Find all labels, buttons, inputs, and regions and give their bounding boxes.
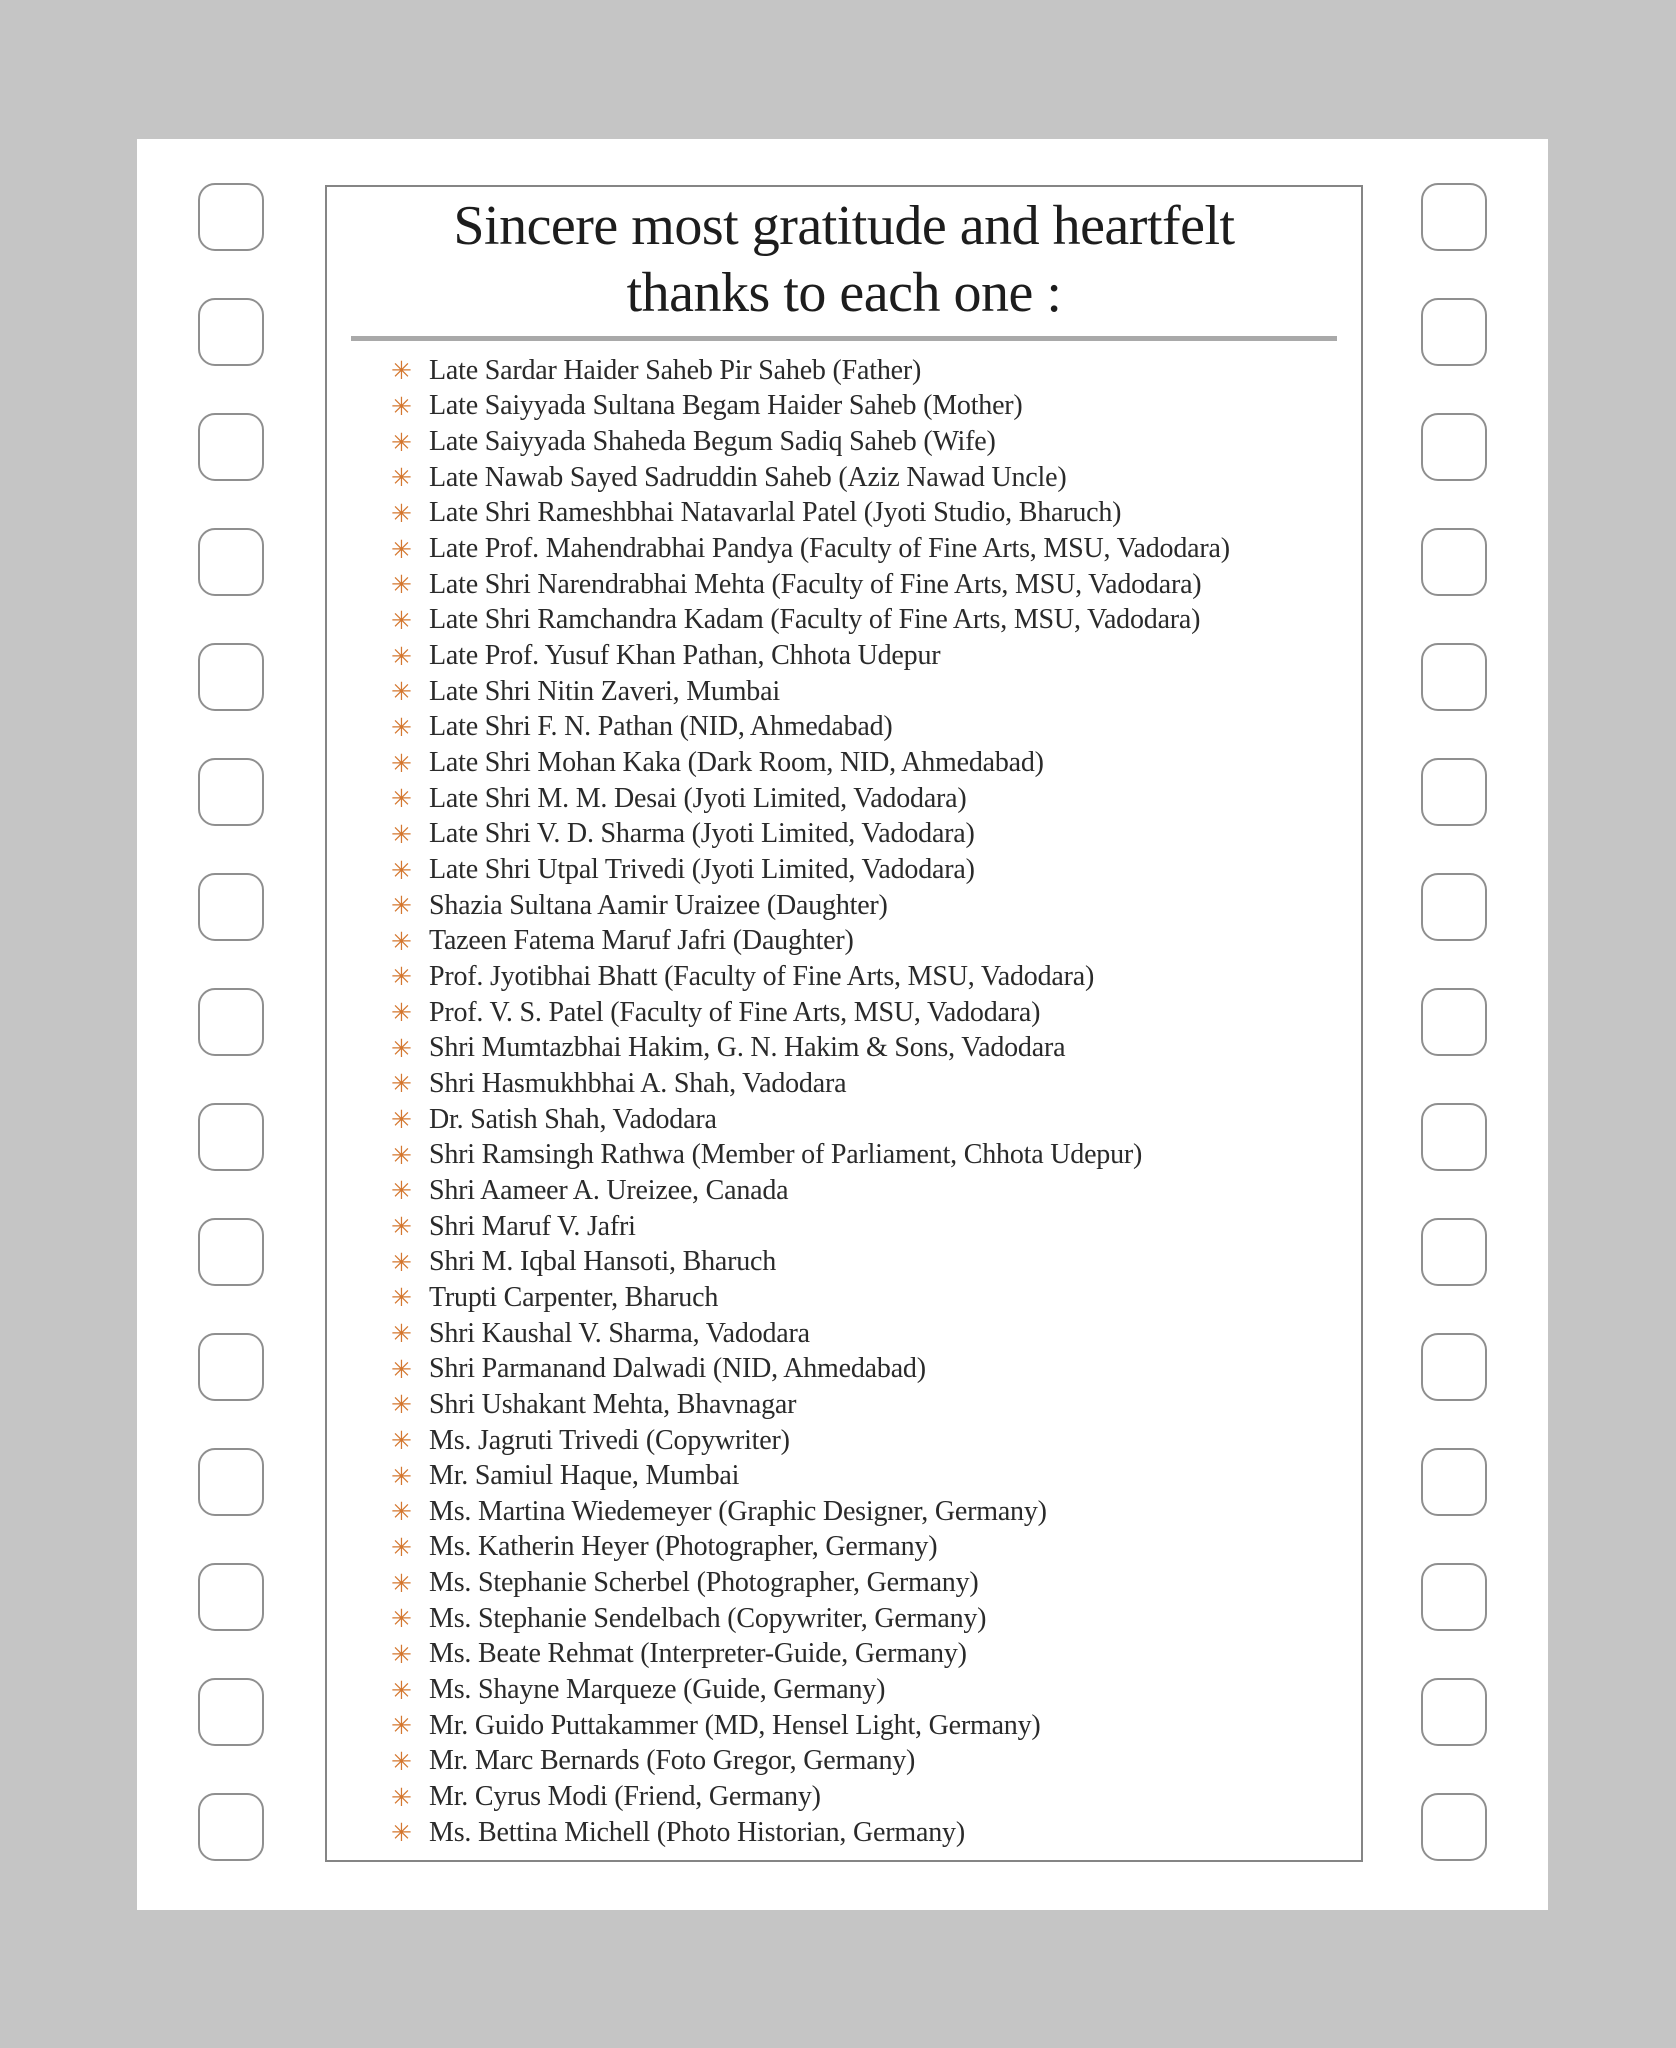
list-item-text: Shazia Sultana Aamir Uraizee (Daughter) <box>429 889 888 921</box>
list-item-text: Ms. Stephanie Scherbel (Photographer, Germany) <box>429 1567 979 1599</box>
list-item <box>391 1601 1361 1637</box>
list-item <box>391 1744 1361 1780</box>
asterisk-bullet-icon: ✳ <box>391 1354 412 1384</box>
acknowledgement-list <box>327 353 1361 1851</box>
asterisk-bullet-icon: ✳ <box>391 1639 412 1669</box>
list-item-text: Shri Parmanand Dalwadi (NID, Ahmedabad) <box>429 1353 926 1385</box>
asterisk-bullet-icon: ✳ <box>391 1711 412 1741</box>
list-item <box>391 638 1361 674</box>
list-item <box>391 817 1361 853</box>
asterisk-bullet-icon: ✳ <box>391 1105 412 1135</box>
list-item-text: Shri Ushakant Mehta, Bhavnagar <box>429 1388 797 1420</box>
list-item-text: Late Saiyyada Sultana Begam Haider Saheb (Mother) <box>429 390 1023 422</box>
page-title <box>327 193 1361 327</box>
asterisk-bullet-icon: ✳ <box>391 1461 412 1491</box>
list-item-text: Prof. V. S. Patel (Faculty of Fine Arts, MSU, Vadodara) <box>429 996 1041 1028</box>
list-item-text: Ms. Martina Wiedemeyer (Graphic Designer, Germany) <box>429 1495 1047 1527</box>
asterisk-bullet-icon: ✳ <box>391 1746 412 1776</box>
list-item <box>391 1708 1361 1744</box>
sprocket-hole <box>1421 758 1487 826</box>
film-holes-left <box>198 183 264 1908</box>
list-item-text: Shri Hasmukhbhai A. Shah, Vadodara <box>429 1067 847 1099</box>
list-item-text: Mr. Marc Bernards (Foto Gregor, Germany) <box>429 1745 916 1777</box>
list-item <box>391 531 1361 567</box>
sprocket-hole <box>198 1563 264 1631</box>
asterisk-bullet-icon: ✳ <box>391 1140 412 1170</box>
list-item <box>391 1209 1361 1245</box>
list-item-text: Late Shri Rameshbhai Natavarlal Patel (Jyoti Studio, Bharuch) <box>429 497 1122 529</box>
list-item-text: Prof. Jyotibhai Bhatt (Faculty of Fine Arts, MSU, Vadodara) <box>429 960 1095 992</box>
list-item <box>391 1351 1361 1387</box>
list-item-text: Shri Mumtazbhai Hakim, G. N. Hakim & Sons, Vadodara <box>429 1032 1066 1064</box>
list-item <box>391 781 1361 817</box>
sprocket-hole <box>1421 1678 1487 1746</box>
list-item <box>391 995 1361 1031</box>
sprocket-hole <box>1421 988 1487 1056</box>
sprocket-hole <box>198 643 264 711</box>
asterisk-bullet-icon: ✳ <box>391 570 412 600</box>
list-item-text: Mr. Cyrus Modi (Friend, Germany) <box>429 1781 821 1813</box>
list-item-text: Late Shri Mohan Kaka (Dark Room, NID, Ahmedabad) <box>429 747 1044 779</box>
asterisk-bullet-icon: ✳ <box>391 962 412 992</box>
list-item-text: Late Saiyyada Shaheda Begum Sadiq Saheb (Wife) <box>429 426 996 458</box>
list-item-text: Late Shri M. M. Desai (Jyoti Limited, Vadodara) <box>429 782 967 814</box>
sprocket-hole <box>1421 873 1487 941</box>
sprocket-hole <box>1421 1333 1487 1401</box>
sprocket-hole <box>198 1103 264 1171</box>
asterisk-bullet-icon: ✳ <box>391 1604 412 1634</box>
list-item-text: Ms. Jagruti Trivedi (Copywriter) <box>429 1424 790 1456</box>
list-item-text: Shri M. Iqbal Hansoti, Bharuch <box>429 1246 777 1278</box>
list-item-text: Ms. Stephanie Sendelbach (Copywriter, Germany) <box>429 1602 987 1634</box>
asterisk-bullet-icon: ✳ <box>391 1033 412 1063</box>
list-item-text: Late Sardar Haider Saheb Pir Saheb (Father) <box>429 354 922 386</box>
page-title-line2: thanks to each one : <box>626 262 1062 324</box>
sprocket-hole <box>1421 1563 1487 1631</box>
sprocket-hole <box>1421 1218 1487 1286</box>
list-item-text: Late Nawab Sayed Sadruddin Saheb (Aziz Nawad Uncle) <box>429 461 1067 493</box>
page-title-line1: Sincere most gratitude and heartfelt <box>453 195 1235 257</box>
list-item <box>391 1137 1361 1173</box>
list-item <box>391 1173 1361 1209</box>
list-item <box>391 496 1361 532</box>
asterisk-bullet-icon: ✳ <box>391 1212 412 1242</box>
sprocket-hole <box>198 873 264 941</box>
sprocket-hole <box>198 758 264 826</box>
list-item-text: Late Shri Nitin Zaveri, Mumbai <box>429 675 780 707</box>
sprocket-hole <box>1421 643 1487 711</box>
sprocket-hole <box>1421 1793 1487 1861</box>
list-item <box>391 1530 1361 1566</box>
list-item-text: Mr. Samiul Haque, Mumbai <box>429 1460 740 1492</box>
list-item-text: Dr. Satish Shah, Vadodara <box>429 1103 717 1135</box>
asterisk-bullet-icon: ✳ <box>391 356 412 386</box>
asterisk-bullet-icon: ✳ <box>391 1782 412 1812</box>
asterisk-bullet-icon: ✳ <box>391 1247 412 1277</box>
list-item <box>391 460 1361 496</box>
list-item <box>391 710 1361 746</box>
list-item <box>391 353 1361 389</box>
list-item <box>391 1494 1361 1530</box>
asterisk-bullet-icon: ✳ <box>391 712 412 742</box>
sprocket-hole <box>1421 1448 1487 1516</box>
asterisk-bullet-icon: ✳ <box>391 855 412 885</box>
list-item <box>391 674 1361 710</box>
list-item-text: Late Prof. Yusuf Khan Pathan, Chhota Udepur <box>429 640 941 672</box>
asterisk-bullet-icon: ✳ <box>391 1319 412 1349</box>
asterisk-bullet-icon: ✳ <box>391 748 412 778</box>
sprocket-hole <box>198 1333 264 1401</box>
sprocket-hole <box>198 183 264 251</box>
list-item-text: Ms. Shayne Marqueze (Guide, Germany) <box>429 1674 886 1706</box>
list-item-text: Ms. Katherin Heyer (Photographer, Germany) <box>429 1531 938 1563</box>
list-item <box>391 603 1361 639</box>
list-item <box>391 424 1361 460</box>
asterisk-bullet-icon: ✳ <box>391 1568 412 1598</box>
asterisk-bullet-icon: ✳ <box>391 891 412 921</box>
list-item <box>391 1565 1361 1601</box>
asterisk-bullet-icon: ✳ <box>391 677 412 707</box>
asterisk-bullet-icon: ✳ <box>391 819 412 849</box>
list-item-text: Shri Ramsingh Rathwa (Member of Parliament, Chhota Udepur) <box>429 1139 1143 1171</box>
sprocket-hole <box>198 1448 264 1516</box>
list-item-text: Ms. Bettina Michell (Photo Historian, Germany) <box>429 1816 965 1848</box>
list-item <box>391 389 1361 425</box>
asterisk-bullet-icon: ✳ <box>391 534 412 564</box>
list-item-text: Late Shri V. D. Sharma (Jyoti Limited, Vadodara) <box>429 818 975 850</box>
sprocket-hole <box>1421 413 1487 481</box>
list-item <box>391 1815 1361 1851</box>
list-item <box>391 1672 1361 1708</box>
list-item <box>391 1423 1361 1459</box>
asterisk-bullet-icon: ✳ <box>391 1426 412 1456</box>
asterisk-bullet-icon: ✳ <box>391 1069 412 1099</box>
asterisk-bullet-icon: ✳ <box>391 1497 412 1527</box>
asterisk-bullet-icon: ✳ <box>391 498 412 528</box>
list-item <box>391 1779 1361 1815</box>
album-page <box>137 139 1548 1910</box>
list-item-text: Late Shri F. N. Pathan (NID, Ahmedabad) <box>429 711 893 743</box>
list-item <box>391 567 1361 603</box>
asterisk-bullet-icon: ✳ <box>391 1390 412 1420</box>
list-item <box>391 1066 1361 1102</box>
asterisk-bullet-icon: ✳ <box>391 998 412 1028</box>
list-item <box>391 745 1361 781</box>
list-item <box>391 1387 1361 1423</box>
asterisk-bullet-icon: ✳ <box>391 463 412 493</box>
list-item-text: Ms. Beate Rehmat (Interpreter-Guide, Germany) <box>429 1638 967 1670</box>
sprocket-hole <box>1421 298 1487 366</box>
list-item <box>391 1244 1361 1280</box>
list-item-text: Shri Kaushal V. Sharma, Vadodara <box>429 1317 810 1349</box>
list-item <box>391 888 1361 924</box>
list-item-text: Mr. Guido Puttakammer (MD, Hensel Light, Germany) <box>429 1709 1041 1741</box>
asterisk-bullet-icon: ✳ <box>391 1176 412 1206</box>
list-item-text: Shri Aameer A. Ureizee, Canada <box>429 1174 789 1206</box>
list-item-text: Trupti Carpenter, Bharuch <box>429 1281 719 1313</box>
sprocket-hole <box>198 1678 264 1746</box>
title-divider <box>351 336 1337 341</box>
list-item <box>391 1030 1361 1066</box>
list-item <box>391 924 1361 960</box>
asterisk-bullet-icon: ✳ <box>391 391 412 421</box>
sprocket-hole <box>198 413 264 481</box>
list-item-text: Tazeen Fatema Maruf Jafri (Daughter) <box>429 925 854 957</box>
list-item <box>391 1458 1361 1494</box>
list-item <box>391 1102 1361 1138</box>
list-item <box>391 852 1361 888</box>
asterisk-bullet-icon: ✳ <box>391 926 412 956</box>
list-item-text: Late Shri Ramchandra Kadam (Faculty of Fine Arts, MSU, Vadodara) <box>429 604 1201 636</box>
asterisk-bullet-icon: ✳ <box>391 1675 412 1705</box>
asterisk-bullet-icon: ✳ <box>391 1532 412 1562</box>
list-item-text: Late Shri Narendrabhai Mehta (Faculty of Fine Arts, MSU, Vadodara) <box>429 568 1202 600</box>
list-item <box>391 1637 1361 1673</box>
sprocket-hole <box>1421 528 1487 596</box>
asterisk-bullet-icon: ✳ <box>391 1818 412 1848</box>
list-item-text: Late Shri Utpal Trivedi (Jyoti Limited, Vadodara) <box>429 854 975 886</box>
sprocket-hole <box>1421 183 1487 251</box>
list-item <box>391 1316 1361 1352</box>
sprocket-hole <box>198 1218 264 1286</box>
film-holes-right <box>1421 183 1487 1908</box>
sprocket-hole <box>198 988 264 1056</box>
asterisk-bullet-icon: ✳ <box>391 605 412 635</box>
sprocket-hole <box>198 528 264 596</box>
asterisk-bullet-icon: ✳ <box>391 427 412 457</box>
sprocket-hole <box>198 298 264 366</box>
list-item <box>391 959 1361 995</box>
list-item-text: Shri Maruf V. Jafri <box>429 1210 636 1242</box>
asterisk-bullet-icon: ✳ <box>391 1283 412 1313</box>
list-item <box>391 1280 1361 1316</box>
asterisk-bullet-icon: ✳ <box>391 641 412 671</box>
asterisk-bullet-icon: ✳ <box>391 784 412 814</box>
sprocket-hole <box>198 1793 264 1861</box>
sprocket-hole <box>1421 1103 1487 1171</box>
acknowledgements-box <box>325 185 1363 1862</box>
list-item-text: Late Prof. Mahendrabhai Pandya (Faculty of Fine Arts, MSU, Vadodara) <box>429 533 1230 565</box>
